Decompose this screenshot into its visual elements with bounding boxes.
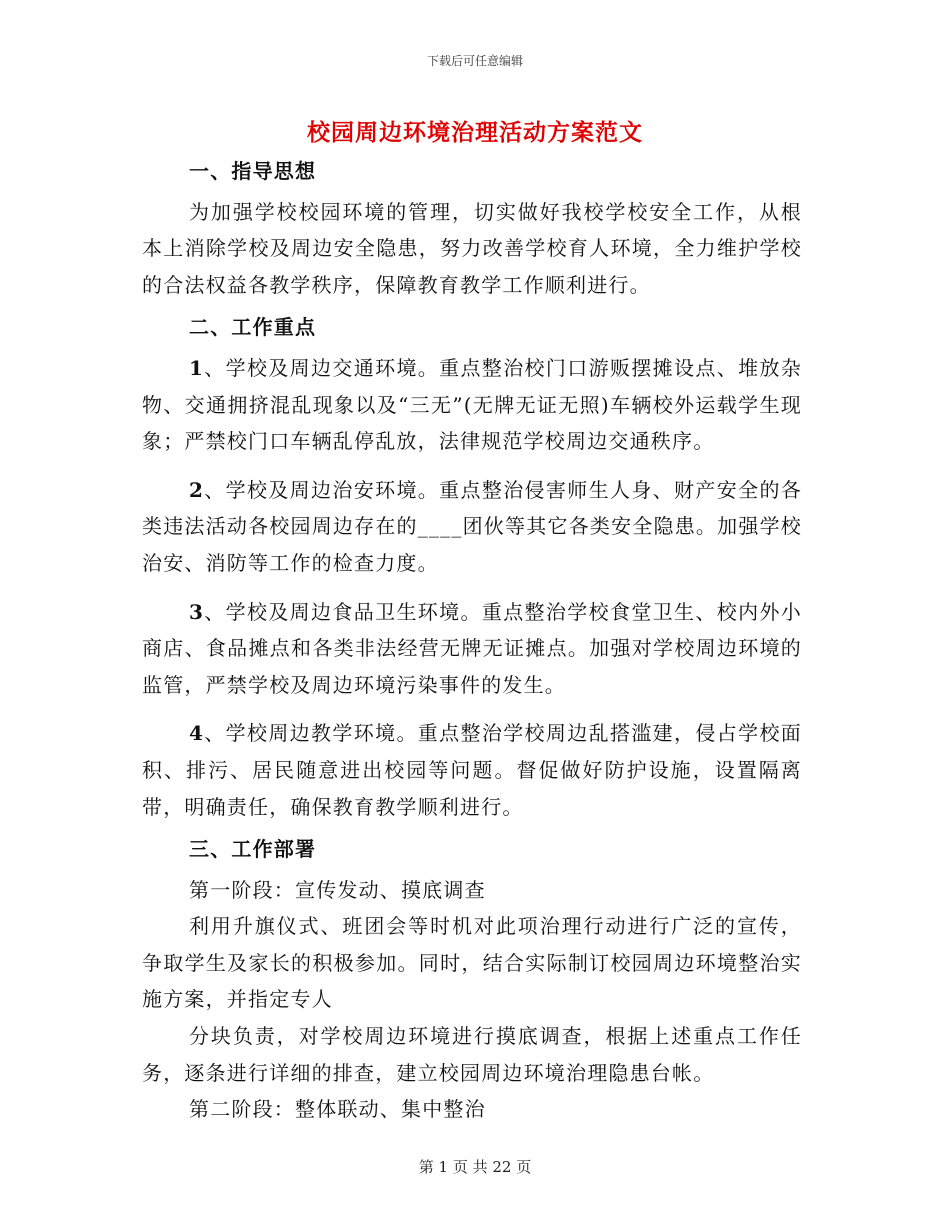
paragraph: 分块负责，对学校周边环境进行摸底调查，根据上述重点工作任务，逐条进行详细的排查，建立校园周边环境治理隐患台帐。 [142, 1024, 802, 1085]
list-item [142, 472, 802, 582]
list-item [142, 350, 802, 460]
section-heading-3: 三、工作部署 [189, 837, 317, 862]
document-body [142, 150, 802, 1128]
item-number: 1 [189, 355, 205, 380]
paragraph: 为加强学校校园环境的管理，切实做好我校学校安全工作，从根本上消除学校及周边安全隐患，努力改善学校育人环境，全力维护学校的合法权益各教学秩序，保障教育教学工作顺利进行。 [142, 199, 802, 297]
item-number: 4 [189, 721, 205, 746]
page-header: 下载后可任意编辑 [426, 54, 523, 68]
section-heading-2: 二、工作重点 [189, 315, 317, 340]
stage-heading-1: 第一阶段：宣传发动、摸底调查 [189, 877, 486, 902]
item-text: 、学校及周边治安环境。重点整治侵害师生人身、财产安全的各类违法活动各校园周边存在的____团伙等其它各类安全隐患。加强学校治安、消防等工作的检查力度。 [142, 477, 802, 575]
stage-heading-2: 第二阶段：整体联动、集中整治 [189, 1097, 486, 1122]
page-footer: 第 1 页 共 22 页 [418, 1158, 532, 1176]
list-item [142, 594, 802, 704]
section-heading-1: 一、指导思想 [189, 159, 317, 183]
paragraph: 利用升旗仪式、班团会等时机对此项治理行动进行广泛的宣传，争取学生及家长的积极参加。同时，结合实际制订校园周边环境整治实施方案，并指定专人 [142, 914, 802, 1012]
item-text: 、学校周边教学环境。重点整治学校周边乱搭滥建，侵占学校面积、排污、居民随意进出校园等问题。督促做好防护设施，设置隔离带，明确责任，确保教育教学顺利进行。 [142, 721, 802, 819]
item-text: 、学校及周边食品卫生环境。重点整治学校食堂卫生、校内外小商店、食品摊点和各类非法经营无牌无证摊点。加强对学校周边环境的监管，严禁学校及周边环境污染事件的发生。 [142, 599, 802, 697]
item-number: 2 [189, 477, 205, 502]
document-title: 校园周边环境治理活动方案范文 [307, 119, 643, 146]
item-number: 3 [189, 599, 205, 624]
item-text: 、学校及周边交通环境。重点整治校门口游贩摆摊设点、堆放杂物、交通拥挤混乱现象以及“三无”(无牌无证无照)车辆校外运载学生现象；严禁校门口车辆乱停乱放，法律规范学校周边交通秩序。 [142, 355, 802, 454]
list-item [142, 715, 802, 825]
